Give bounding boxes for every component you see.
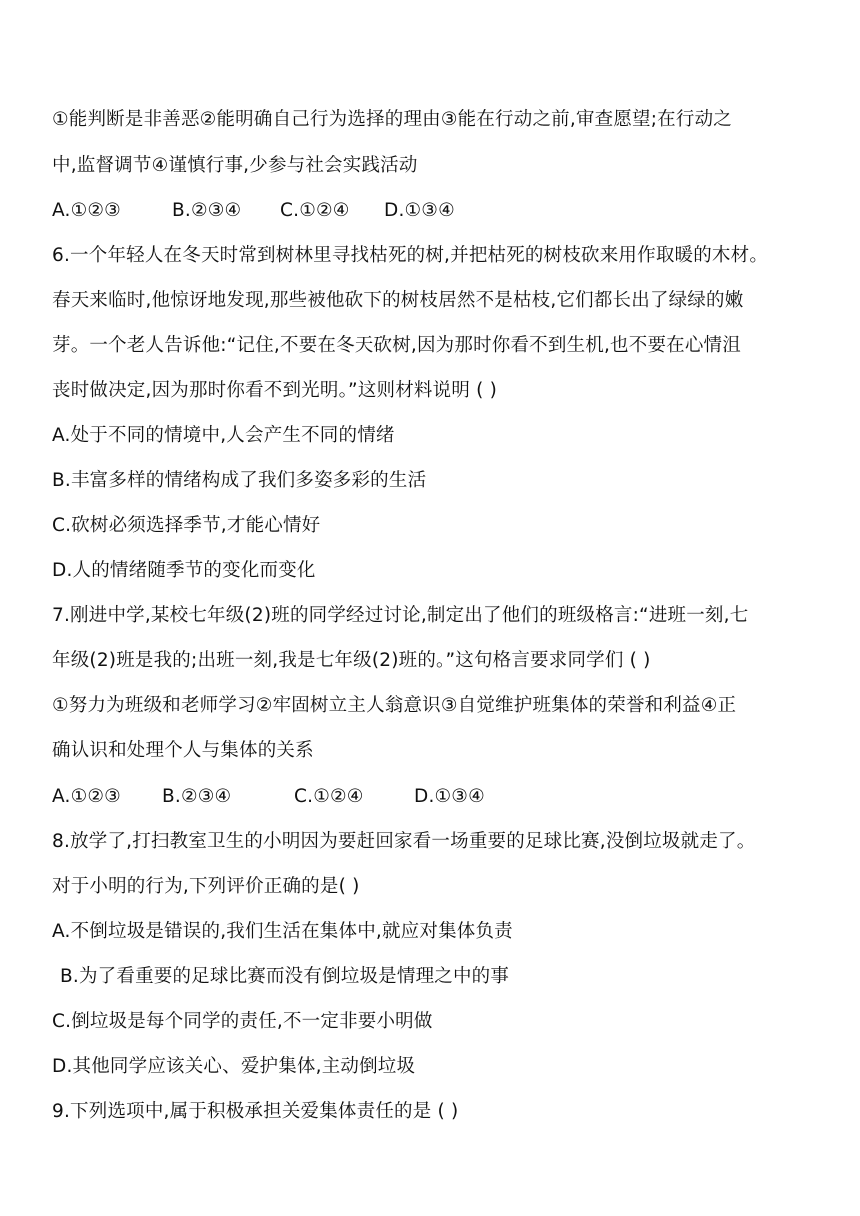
q6-option-b: B.丰富多样的情绪构成了我们多姿多彩的生活: [52, 470, 427, 491]
q6-stem-line-1: 6.一个年轻人在冬天时常到树林里寻找枯死的树,并把枯死的树枝砍来用作取暖的木材。: [52, 245, 769, 266]
q5-option-c: C.①②④: [280, 200, 350, 221]
q7-option-d: D.①③④: [414, 786, 485, 807]
q8-option-d: D.其他同学应该关心、爱护集体,主动倒垃圾: [52, 1056, 416, 1077]
q5-option-b: B.②③④: [172, 200, 242, 221]
q8-stem-line-1: 8.放学了,打扫教室卫生的小明因为要赶回家看一场重要的足球比赛,没倒垃圾就走了。: [52, 831, 756, 852]
q7-stem-line-1: 7.刚进中学,某校七年级(2)班的同学经过讨论,制定出了他们的班级格言:“进班一刻,七: [52, 605, 749, 626]
q7-stem-line-2: 年级(2)班是我的;出班一刻,我是七年级(2)班的。”这句格言要求同学们 ( ): [52, 650, 651, 671]
q8-option-c: C.倒垃圾是每个同学的责任,不一定非要小明做: [52, 1011, 433, 1032]
q5-option-a: A.①②③: [52, 200, 121, 221]
q5-option-d: D.①③④: [384, 200, 455, 221]
q7-options: [52, 785, 485, 809]
q7-option-a: A.①②③: [52, 786, 121, 807]
q5-items-line-2: 中,监督调节④谨慎行事,少参与社会实践活动: [52, 155, 418, 176]
q6-option-d: D.人的情绪随季节的变化而变化: [52, 560, 316, 581]
q8-option-a: A.不倒垃圾是错误的,我们生活在集体中,就应对集体负责: [52, 921, 513, 942]
q7-items-line-2: 确认识和处理个人与集体的关系: [52, 740, 314, 761]
q8-option-b: B.为了看重要的足球比赛而没有倒垃圾是情理之中的事: [60, 966, 510, 987]
q5-items-line-1: ①能判断是非善恶②能明确自己行为选择的理由③能在行动之前,审查愿望;在行动之: [52, 109, 732, 130]
q7-option-c: C.①②④: [294, 786, 364, 807]
q7-items-line-1: ①努力为班级和老师学习②牢固树立主人翁意识③自觉维护班集体的荣誉和利益④正: [52, 695, 737, 716]
q9-stem-line-1: 9.下列选项中,属于积极承担关爱集体责任的是 ( ): [52, 1101, 459, 1122]
q5-options: [52, 199, 455, 223]
q6-stem-line-4: 丧时做决定,因为那时你看不到光明。”这则材料说明 ( ): [52, 380, 498, 401]
q8-stem-line-2: 对于小明的行为,下列评价正确的是( ): [52, 876, 360, 897]
q6-option-c: C.砍树必须选择季节,才能心情好: [52, 515, 321, 536]
q7-option-b: B.②③④: [162, 786, 232, 807]
q6-stem-line-2: 春天来临时,他惊讶地发现,那些被他砍下的树枝居然不是枯枝,它们都长出了绿绿的嫩: [52, 290, 744, 311]
q6-stem-line-3: 芽。一个老人告诉他:“记住,不要在冬天砍树,因为那时你看不到生机,也不要在心情沮: [52, 335, 741, 356]
q6-option-a: A.处于不同的情境中,人会产生不同的情绪: [52, 425, 395, 446]
